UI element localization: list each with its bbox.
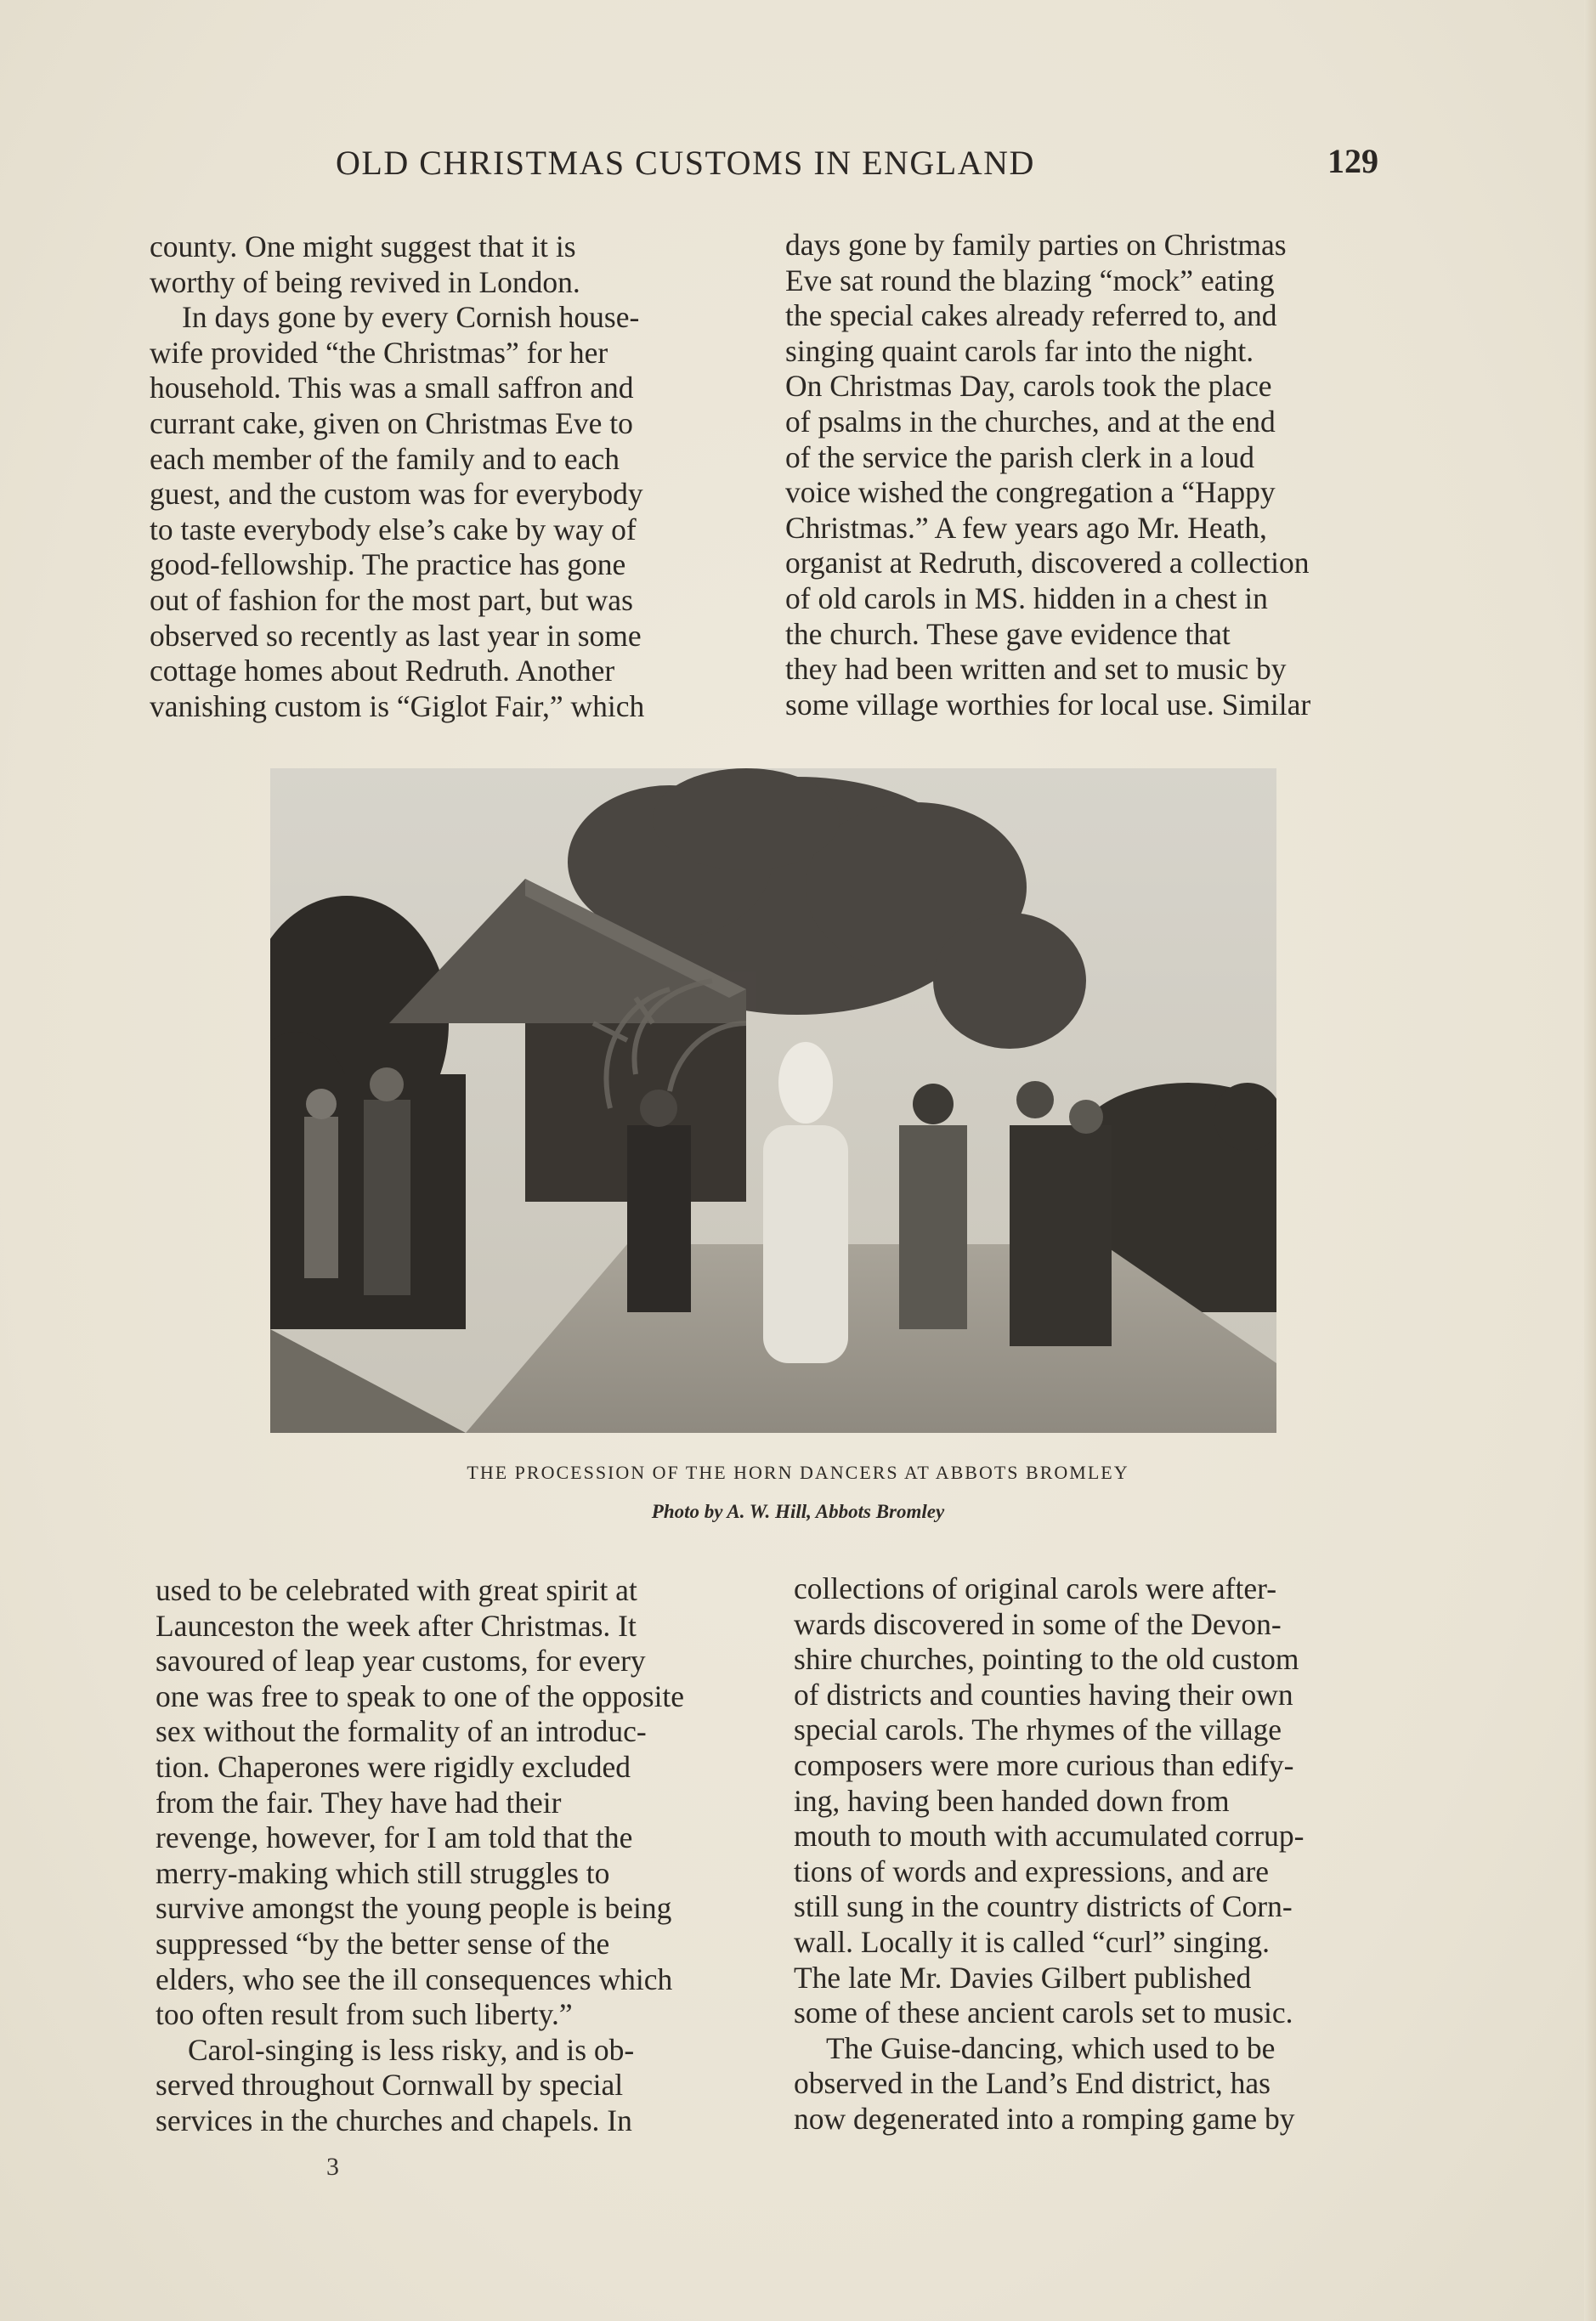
- paragraph-line: suppressed “by the better sense of the: [156, 1926, 610, 1961]
- paragraph-line: observed so recently as last year in some: [150, 618, 642, 653]
- paragraph-line: of psalms in the churches, and at the end: [785, 404, 1276, 439]
- paragraph-line: of old carols in MS. hidden in a chest in: [785, 580, 1268, 615]
- paragraph-line: worthy of being revived in London.: [150, 264, 580, 299]
- paragraph-line: Carol-singing is less risky, and is ob-: [188, 2032, 635, 2067]
- paragraph-line: sex without the formality of an introduc-: [156, 1714, 647, 1749]
- paragraph-line: county. One might suggest that it is: [150, 229, 576, 263]
- paragraph-line: household. This was a small saffron and: [150, 371, 634, 405]
- text-column-top-right: [785, 228, 1385, 722]
- paragraph-line: In days gone by every Cornish house-: [182, 300, 640, 335]
- signature-folio: 3: [326, 2153, 339, 2181]
- paragraph-line: special carols. The rhymes of the village: [794, 1712, 1282, 1747]
- paragraph-line: out of fashion for the most part, but was: [150, 582, 633, 617]
- photo-credit: Photo by A. W. Hill, Abbots Bromley: [651, 1501, 945, 1522]
- paragraph-line: collections of original carols were after-: [794, 1571, 1277, 1605]
- paragraph-line: revenge, however, for I am told that the: [156, 1820, 633, 1855]
- paragraph-line: vanishing custom is “Giglot Fair,” which: [150, 688, 645, 723]
- paragraph-line: too often result from such liberty.”: [156, 1997, 573, 2032]
- paragraph-line: from the fair. They have had their: [156, 1785, 562, 1820]
- paragraph-line: tion. Chaperones were rigidly excluded: [156, 1749, 631, 1784]
- paragraph-line: now degenerated into a romping game by: [794, 2101, 1295, 2136]
- paragraph-line: voice wished the congregation a “Happy: [785, 475, 1276, 510]
- paragraph-line: to taste everybody else’s cake by way of: [150, 512, 637, 546]
- paragraph-line: shire churches, pointing to the old custom: [794, 1642, 1299, 1677]
- paragraph-line: of the service the parish clerk in a loud: [785, 439, 1255, 474]
- page-number: 129: [1327, 142, 1378, 180]
- paragraph-line: savoured of leap year customs, for every: [156, 1644, 646, 1678]
- paragraph-line: tions of words and expressions, and are: [794, 1854, 1270, 1888]
- paragraph-line: The Guise-dancing, which used to be: [826, 2030, 1276, 2065]
- paragraph-line: some of these ancient carols set to music.: [794, 1995, 1293, 2030]
- paragraph-line: singing quaint carols far into the night.: [785, 333, 1254, 368]
- paragraph-line: wards discovered in some of the Devon-: [794, 1606, 1282, 1641]
- paragraph-line: Eve sat round the blazing “mock” eating: [785, 263, 1275, 297]
- paragraph-line: On Christmas Day, carols took the place: [785, 369, 1272, 404]
- paragraph-line: currant cake, given on Christmas Eve to: [150, 405, 633, 440]
- paragraph-line: the special cakes already referred to, and: [785, 298, 1277, 333]
- paragraph-line: they had been written and set to music by: [785, 652, 1287, 687]
- text-column-bottom-left: [156, 1573, 755, 2139]
- text-column-bottom-right: [794, 1571, 1395, 2137]
- paragraph-line: the church. These gave evidence that: [785, 616, 1231, 651]
- paragraph-line: Christmas.” A few years ago Mr. Heath,: [785, 510, 1267, 545]
- paragraph-line: one was free to speak to one of the opposite: [156, 1678, 685, 1713]
- paragraph-line: days gone by family parties on Christmas: [785, 228, 1287, 262]
- paragraph-line: merry-making which still struggles to: [156, 1855, 610, 1890]
- paragraph-line: services in the churches and chapels. In: [156, 2103, 632, 2137]
- paragraph-line: guest, and the custom was for everybody: [150, 477, 643, 512]
- paragraph-line: wall. Locally it is called “curl” singing.: [794, 1924, 1270, 1959]
- paragraph-line: ing, having been handed down from: [794, 1783, 1230, 1818]
- photo-illustration: [270, 768, 1276, 1433]
- page-edge: [1584, 0, 1596, 2321]
- paragraph-line: The late Mr. Davies Gilbert published: [794, 1960, 1252, 1995]
- paragraph-line: some village worthies for local use. Similar: [785, 687, 1311, 722]
- paragraph-line: each member of the family and to each: [150, 441, 620, 476]
- text-column-top-left: [150, 229, 744, 724]
- paragraph-line: served throughout Cornwall by special: [156, 2068, 624, 2103]
- paragraph-line: organist at Redruth, discovered a collection: [785, 546, 1310, 580]
- paragraph-line: observed in the Land’s End district, has: [794, 2066, 1271, 2101]
- paragraph-line: of districts and counties having their own: [794, 1677, 1293, 1712]
- running-head: OLD CHRISTMAS CUSTOMS IN ENGLAND: [336, 144, 1035, 182]
- paragraph-line: still sung in the country districts of Corn-: [794, 1889, 1293, 1924]
- paragraph-line: good-fellowship. The practice has gone: [150, 547, 626, 582]
- paragraph-line: survive amongst the young people is being: [156, 1891, 672, 1926]
- paragraph-line: elders, who see the ill consequences which: [156, 1962, 673, 1996]
- paragraph-line: composers were more curious than edify-: [794, 1747, 1294, 1782]
- paragraph-line: Launceston the week after Christmas. It: [156, 1608, 637, 1643]
- figure-caption: THE PROCESSION OF THE HORN DANCERS AT ABBOTS BROMLEY: [467, 1462, 1129, 1483]
- paragraph-line: mouth to mouth with accumulated corrup-: [794, 1819, 1305, 1854]
- paragraph-line: cottage homes about Redruth. Another: [150, 654, 615, 688]
- horn-dancers-photo: [270, 768, 1276, 1433]
- paragraph-line: used to be celebrated with great spirit at: [156, 1573, 637, 1607]
- paragraph-line: wife provided “the Christmas” for her: [150, 335, 608, 370]
